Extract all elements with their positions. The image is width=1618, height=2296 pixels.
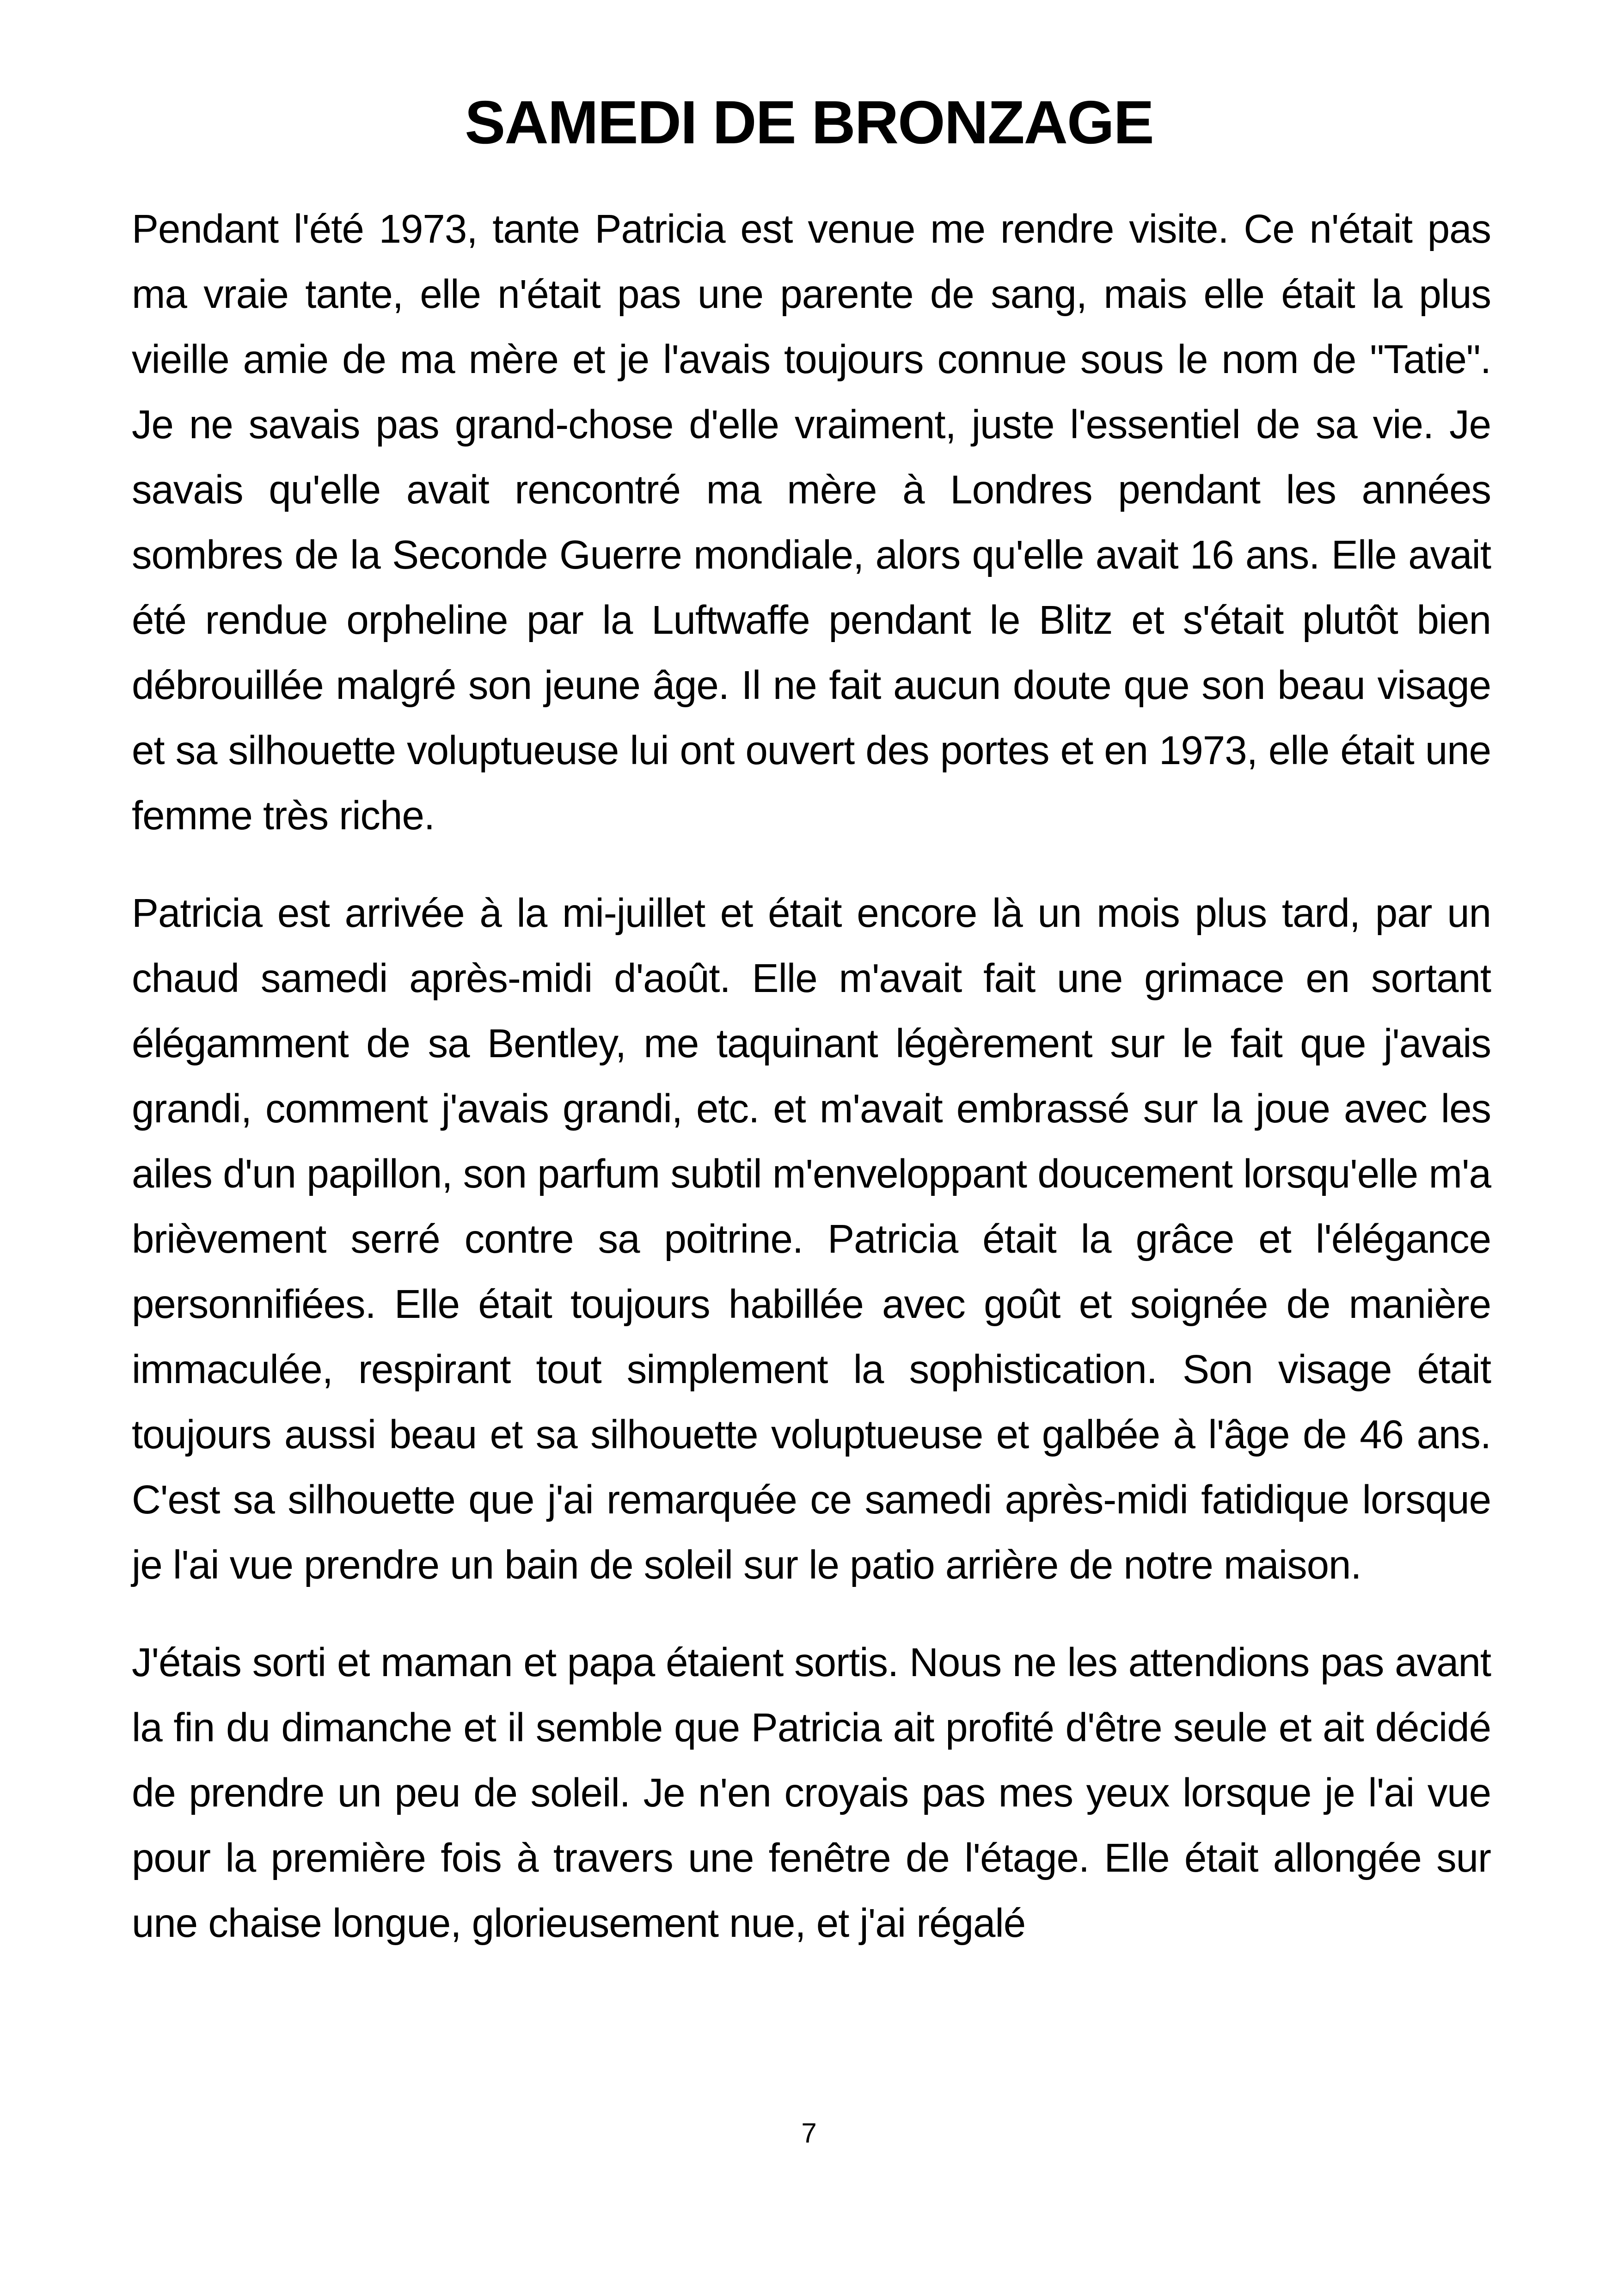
paragraph-3: J'étais sorti et maman et papa étaient sortis. Nous ne les attendions pas avant la fin du dimanche et il semble que Patricia ait profité d'être seule et ait décidé de prendre un peu de soleil. Je n'en croyais pas mes yeux lorsque je l'ai vue pour la première fois à travers une fenêtre de l'étage. Elle était allongée sur une chaise longue, glorieusement nue, et j'ai régalé	[132, 1640, 1491, 1946]
paragraph-2: Patricia est arrivée à la mi-juillet et était encore là un mois plus tard, par un chaud samedi après-midi d'août. Elle m'avait fait une grimace en sortant élégamment de sa Bentley, me taquinant légèrement sur le fait que j'avais grandi, comment j'avais grandi, etc. et m'avait embrassé sur la joue avec les ailes d'un papillon, son parfum subtil m'enveloppant doucement lorsqu'elle m'a brièvement serré contre sa poitrine. Patricia était la grâce et l'élégance personnifiées. Elle était toujours habillée avec goût et soignée de manière immaculée, respirant tout simplement la sophistication. Son visage était toujours aussi beau et sa silhouette voluptueuse et galbée à l'âge de 46 ans. C'est sa silhouette que j'ai remarquée ce samedi après-midi fatidique lorsque je l'ai vue prendre un bain de soleil sur le patio arrière de notre maison.	[132, 891, 1491, 1587]
page-number: 7	[801, 2118, 817, 2149]
paragraph-1: Pendant l'été 1973, tante Patricia est venue me rendre visite. Ce n'était pas ma vraie tante, elle n'était pas une parente de sang, mais elle était la plus vieille amie de ma mère et je l'avais toujours connue sous le nom de "Tatie". Je ne savais pas grand-chose d'elle vraiment, juste l'essentiel de sa vie. Je savais qu'elle avait rencontré ma mère à Londres pendant les années sombres de la Seconde Guerre mondiale, alors qu'elle avait 16 ans. Elle avait été rendue orpheline par la Luftwaffe pendant le Blitz et s'était plutôt bien débrouillée malgré son jeune âge. Il ne fait aucun doute que son beau visage et sa silhouette voluptueuse lui ont ouvert des portes et en 1973, elle était une femme très riche.	[132, 207, 1491, 838]
document-body	[132, 196, 1491, 1988]
page-title: SAMEDI DE BRONZAGE	[465, 88, 1153, 156]
